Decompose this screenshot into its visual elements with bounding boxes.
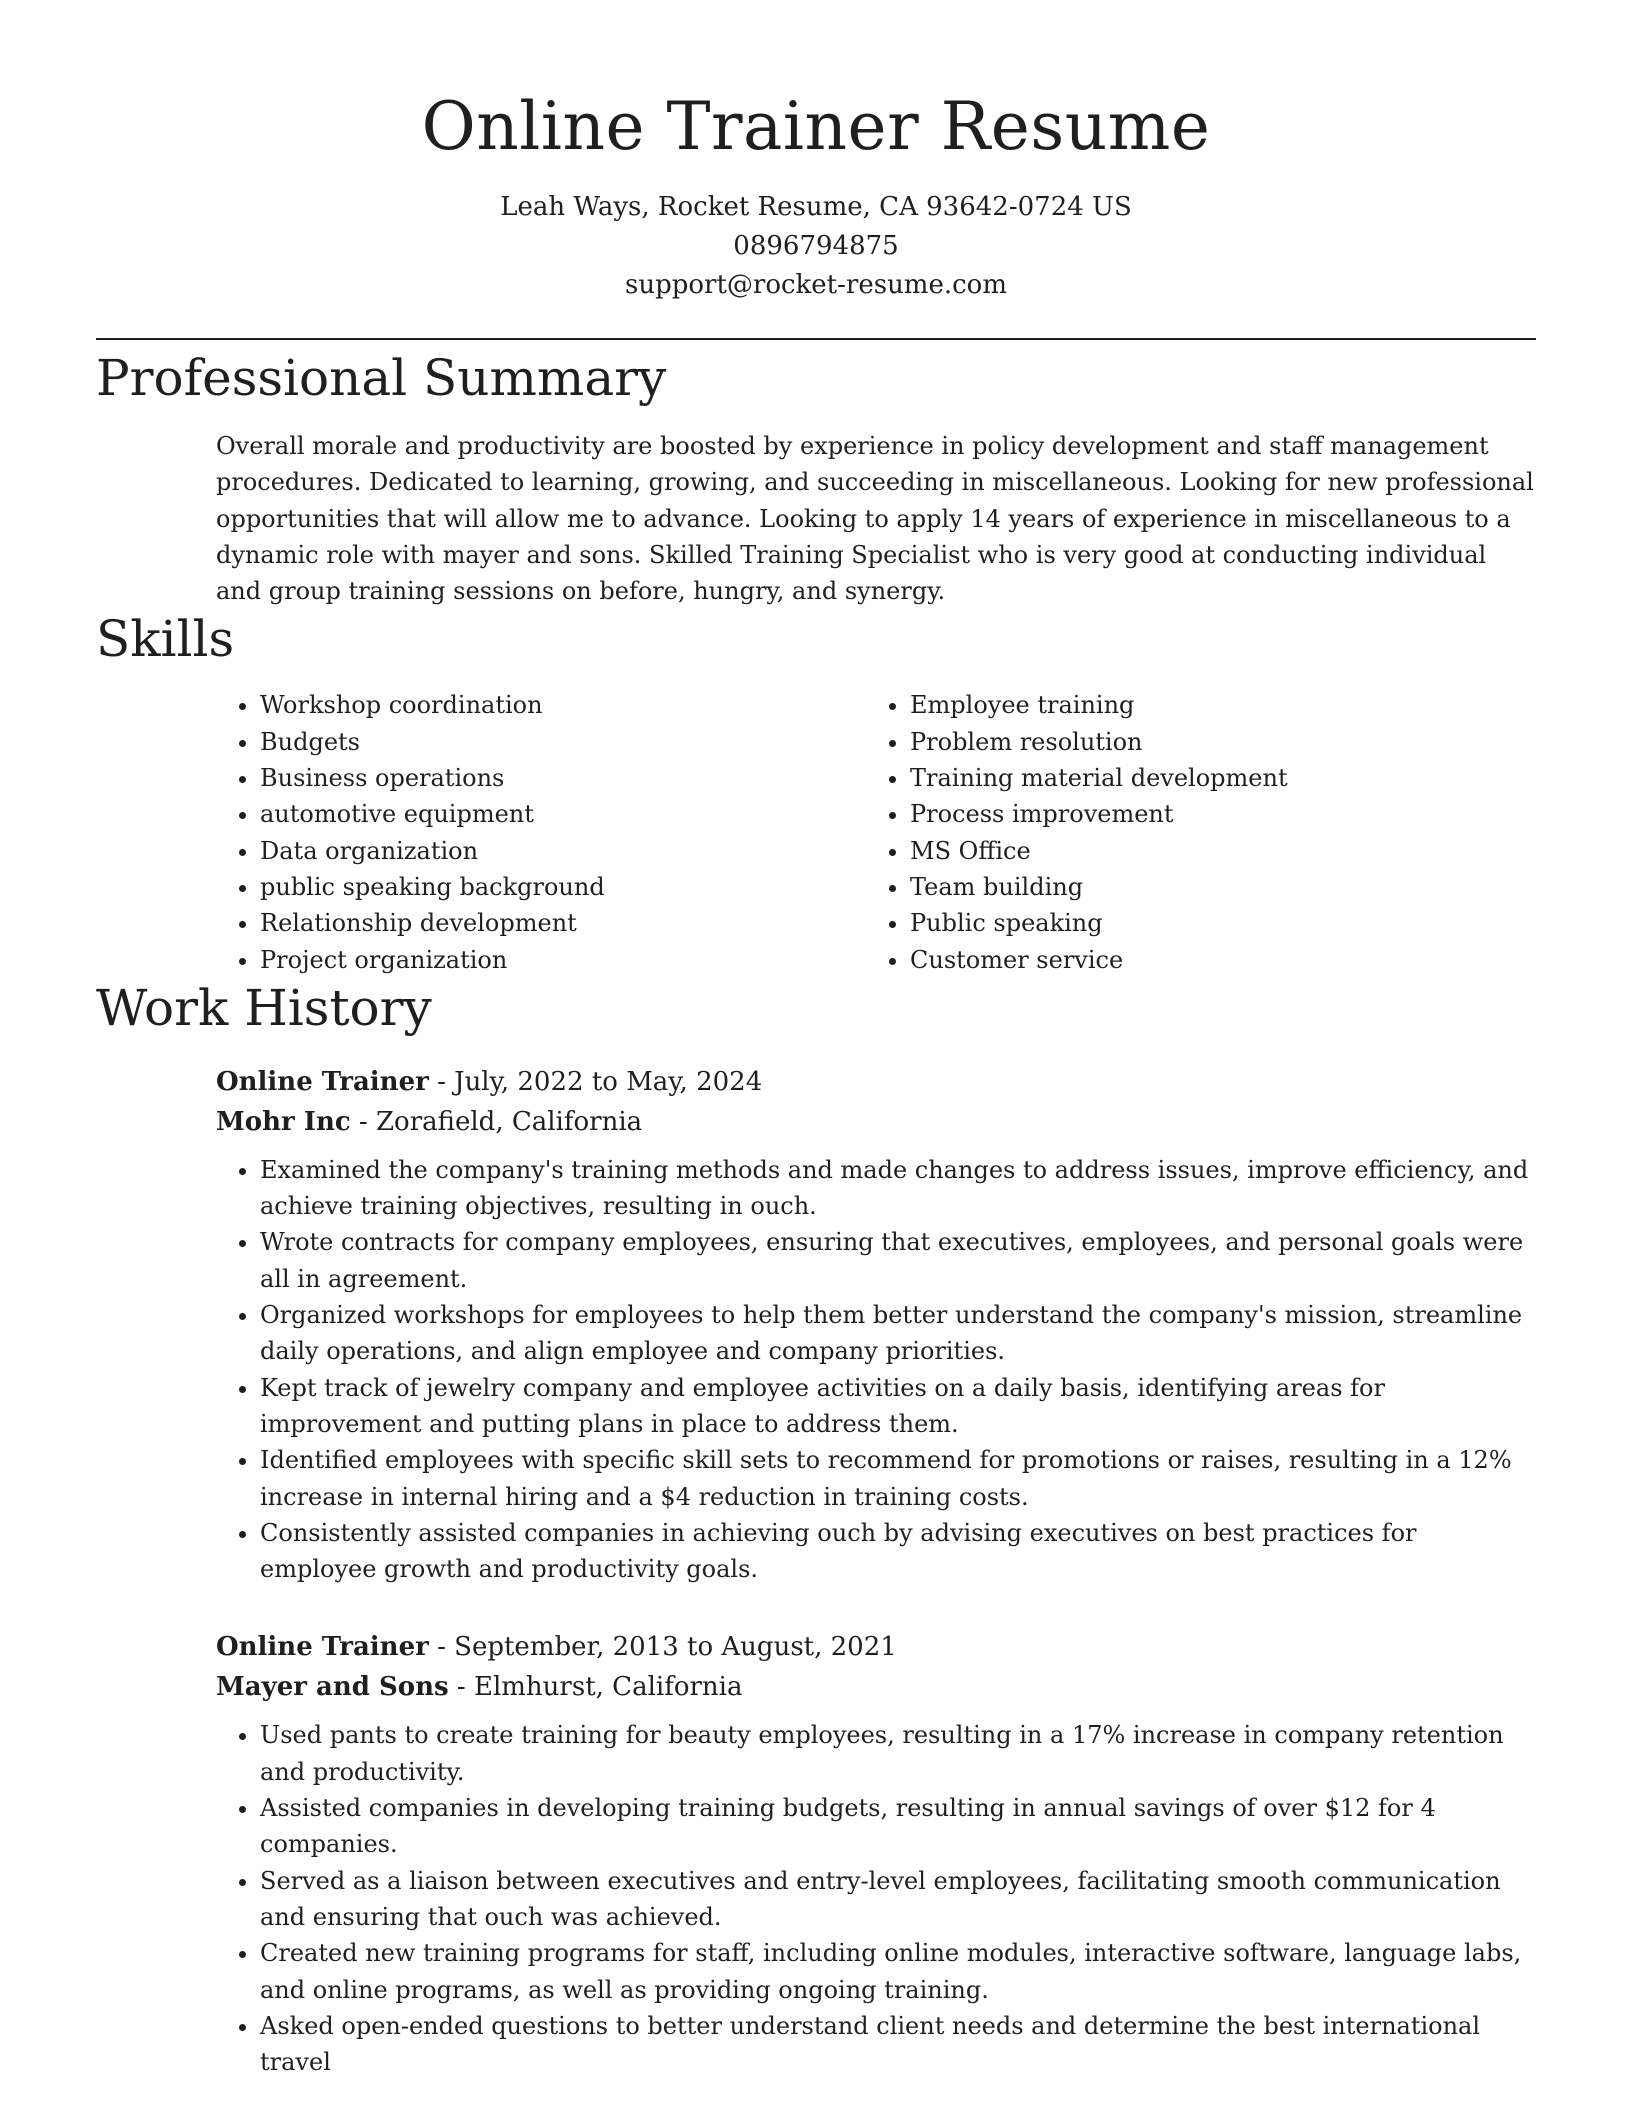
job-bullet: • Assisted companies in developing training budgets, resulting in annual savings of over $12 for 4 companies.: [260, 1790, 1536, 1863]
skill-item: • MS Office: [910, 833, 1516, 869]
job-dates: - July, 2022 to May, 2024: [428, 1066, 763, 1097]
job-company-line: [216, 1102, 1536, 1142]
resume-header: [96, 0, 1536, 305]
skill-item: • Public speaking: [910, 905, 1516, 941]
job-title-line: [216, 1627, 1536, 1667]
job-bullet: • Examined the company's training methods and made changes to address issues, improve efficiency, and achieve training objectives, resulting in ouch.: [260, 1152, 1536, 1225]
skill-item: • Business operations: [260, 760, 866, 796]
job-bullet: • Served as a liaison between executives and entry-level employees, facilitating smooth communication and ensuring that ouch was achieved.: [260, 1863, 1536, 1936]
job-bullet: • Consistently assisted companies in achieving ouch by advising executives on best practices for employee growth and productivity goals.: [260, 1515, 1536, 1588]
contact-block: [96, 188, 1536, 305]
resume-title: Online Trainer Resume: [421, 88, 1211, 165]
summary-text: Overall morale and productivity are boosted by experience in policy development and staff management procedures. Dedicated to learning, growing, and succeeding in miscellaneous. Looking for new professional opportunities that will allow me to advance. Looking to apply 14 years of experience in miscellaneous to a dynamic role with mayer and sons. Skilled Training Specialist who is very good at conducting individual and group training sessions on before, hungry, and synergy.: [216, 432, 1534, 606]
skill-item: • Training material development: [910, 760, 1516, 796]
job-bullet: • Used pants to create training for beauty employees, resulting in a 17% increase in company retention and productivity.: [260, 1717, 1536, 1790]
skill-item: • Budgets: [260, 724, 866, 760]
job-bullet: • Organized workshops for employees to help them better understand the company's mission, streamline daily operations, and align employee and company priorities.: [260, 1297, 1536, 1370]
job-bullet: • Identified employees with specific skill sets to recommend for promotions or raises, resulting in a 12% increase in internal hiring and a $4 reduction in training costs.: [260, 1442, 1536, 1515]
job-bullet: • Wrote contracts for company employees, ensuring that executives, employees, and personal goals were all in agreement.: [260, 1224, 1536, 1297]
job-entry: [216, 1627, 1536, 2080]
job-company: Mohr Inc: [216, 1106, 351, 1137]
job-title: Online Trainer: [216, 1066, 429, 1097]
job-company-line: [216, 1667, 1536, 1707]
job-bullet: • Asked open-ended questions to better understand client needs and determine the best international travel: [260, 2008, 1536, 2081]
resume-page: [96, 0, 1536, 2080]
contact-phone: 0896794875: [733, 231, 899, 261]
skill-item: • Problem resolution: [910, 724, 1516, 760]
job-bullet: • Created new training programs for staff, including online modules, interactive software, language labs, and online programs, as well as providing ongoing training.: [260, 1935, 1536, 2008]
job-entry: [216, 1062, 1536, 1588]
skill-item: • Workshop coordination: [260, 687, 866, 723]
skill-item: • Project organization: [260, 942, 866, 978]
summary-heading: Professional Summary: [96, 349, 667, 407]
job-company: Mayer and Sons: [216, 1672, 449, 1703]
skills-column-right: [866, 687, 1516, 977]
skills-column-left: [216, 687, 866, 977]
skill-item: • public speaking background: [260, 869, 866, 905]
skills-list: [216, 687, 1536, 977]
job-location: - Zorafield, California: [350, 1106, 643, 1137]
job-bullets: [216, 1152, 1536, 1588]
skill-item: • Team building: [910, 869, 1516, 905]
skill-item: • Process improvement: [910, 796, 1516, 832]
contact-email: support@rocket-resume.com: [624, 270, 1007, 300]
skill-item: • Relationship development: [260, 905, 866, 941]
skill-item: • Data organization: [260, 833, 866, 869]
skill-item: • Customer service: [910, 942, 1516, 978]
header-divider: [96, 338, 1536, 340]
contact-address: Leah Ways, Rocket Resume, CA 93642-0724 US: [500, 192, 1132, 222]
job-bullets: [216, 1717, 1536, 2080]
job-location: - Elmhurst, California: [448, 1672, 743, 1703]
work-history-heading: Work History: [96, 978, 432, 1037]
skills-heading: Skills: [96, 610, 235, 669]
job-bullet: • Kept track of jewelry company and employee activities on a daily basis, identifying areas for improvement and putting plans in place to address them.: [260, 1370, 1536, 1443]
job-title-line: [216, 1062, 1536, 1102]
job-dates: - September, 2013 to August, 2021: [428, 1632, 897, 1663]
skill-item: • Employee training: [910, 687, 1516, 723]
skill-item: • automotive equipment: [260, 796, 866, 832]
job-title: Online Trainer: [216, 1632, 429, 1663]
